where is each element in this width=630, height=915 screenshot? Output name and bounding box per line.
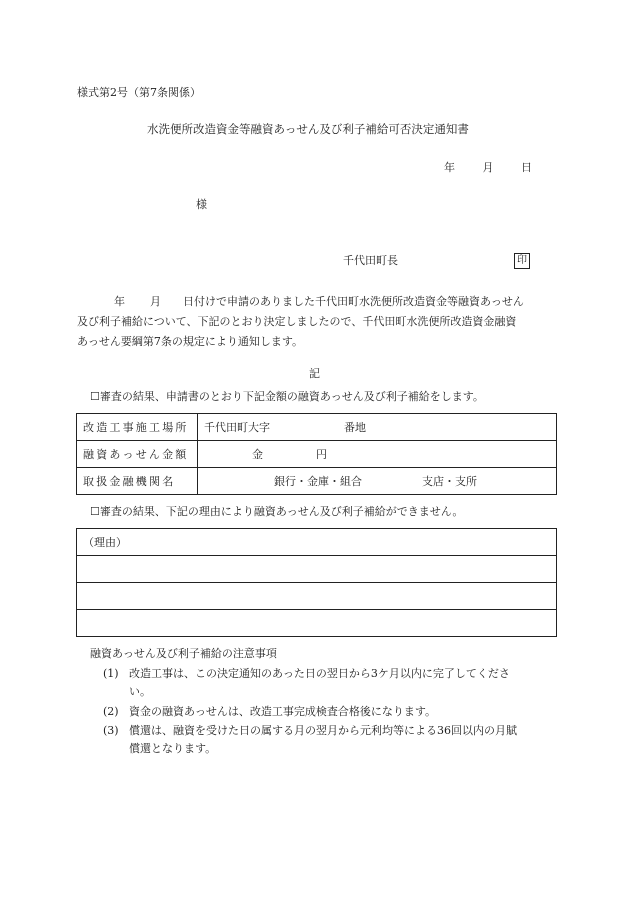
table-row bbox=[77, 583, 557, 610]
date-year: 年 bbox=[444, 161, 455, 174]
note-text: 改造工事は、この決定通知のあった日の翌日から3ケ月以内に完了してくださ bbox=[129, 667, 510, 680]
denial-checkbox-line: ☐審査の結果、下記の理由により融資あっせん及び利子補給ができません。 bbox=[90, 505, 464, 518]
branch-type: 支店・支所 bbox=[422, 475, 477, 488]
body-month: 月 bbox=[150, 295, 161, 308]
amount-prefix: 金 bbox=[252, 448, 263, 461]
table-row bbox=[77, 468, 557, 495]
addressee-suffix: 様 bbox=[196, 198, 207, 211]
seal-mark: 印 bbox=[514, 253, 530, 269]
body-line-1 bbox=[77, 292, 557, 312]
table-row bbox=[77, 556, 557, 583]
reason-label: （理由） bbox=[77, 529, 557, 556]
document-title: 水洗便所改造資金等融資あっせん及び利子補給可否決定通知書 bbox=[147, 122, 469, 136]
amount-unit: 円 bbox=[316, 448, 327, 461]
note-item bbox=[103, 722, 558, 758]
note-text: 償還は、融資を受けた日の属する月の翌月から元利均等による36回以内の月賦 bbox=[129, 724, 517, 737]
site-suffix: 番地 bbox=[344, 421, 366, 434]
label-financial-institution: 取扱金融機関名 bbox=[77, 468, 198, 495]
note-text: 資金の融資あっせんは、改造工事完成検査合格後になります。 bbox=[129, 705, 437, 718]
institution-type: 銀行・金庫・組合 bbox=[274, 475, 362, 488]
date-month: 月 bbox=[482, 161, 494, 174]
form-number: 様式第2号（第7条関係） bbox=[77, 86, 201, 99]
site-prefix: 千代田町大字 bbox=[204, 421, 270, 434]
approval-checkbox-line: ☐審査の結果、申請書のとおり下記金額の融資あっせん及び利子補給をします。 bbox=[90, 390, 484, 403]
reason-line bbox=[77, 610, 557, 637]
table-row bbox=[77, 529, 557, 556]
note-number: (1) bbox=[103, 667, 119, 680]
ki-heading: 記 bbox=[309, 367, 320, 380]
body-line-1-rest: 日付けで申請のありました千代田町水洗便所改造資金等融資あっせん bbox=[183, 295, 524, 308]
note-number: (3) bbox=[103, 724, 119, 737]
date-day: 日 bbox=[521, 161, 532, 174]
reason-line bbox=[77, 556, 557, 583]
note-item bbox=[103, 703, 558, 721]
reason-table bbox=[76, 528, 557, 637]
label-construction-site: 改造工事施工場所 bbox=[77, 414, 198, 441]
label-loan-amount: 融資あっせん金額 bbox=[77, 441, 198, 468]
table-row bbox=[77, 441, 557, 468]
body-year: 年 bbox=[114, 295, 125, 308]
body-line-2: 及び利子補給について、下記のとおり決定しましたので、千代田町水洗便所改造資金融資 bbox=[77, 315, 517, 328]
notes-title: 融資あっせん及び利子補給の注意事項 bbox=[90, 647, 277, 660]
reason-line bbox=[77, 583, 557, 610]
table-row bbox=[77, 610, 557, 637]
value-loan-amount bbox=[198, 441, 557, 468]
value-construction-site bbox=[198, 414, 557, 441]
note-continuation: い。 bbox=[129, 685, 151, 698]
note-item bbox=[103, 665, 558, 701]
body-line-3: あっせん要綱第7条の規定により通知します。 bbox=[77, 335, 304, 348]
note-number: (2) bbox=[103, 705, 119, 718]
date-line bbox=[444, 161, 556, 175]
issuer-name: 千代田町長 bbox=[343, 254, 398, 267]
table-row bbox=[77, 414, 557, 441]
body-paragraph bbox=[77, 292, 557, 352]
info-table bbox=[76, 413, 557, 495]
value-financial-institution bbox=[198, 468, 557, 495]
note-continuation: 償還となります。 bbox=[129, 742, 217, 755]
